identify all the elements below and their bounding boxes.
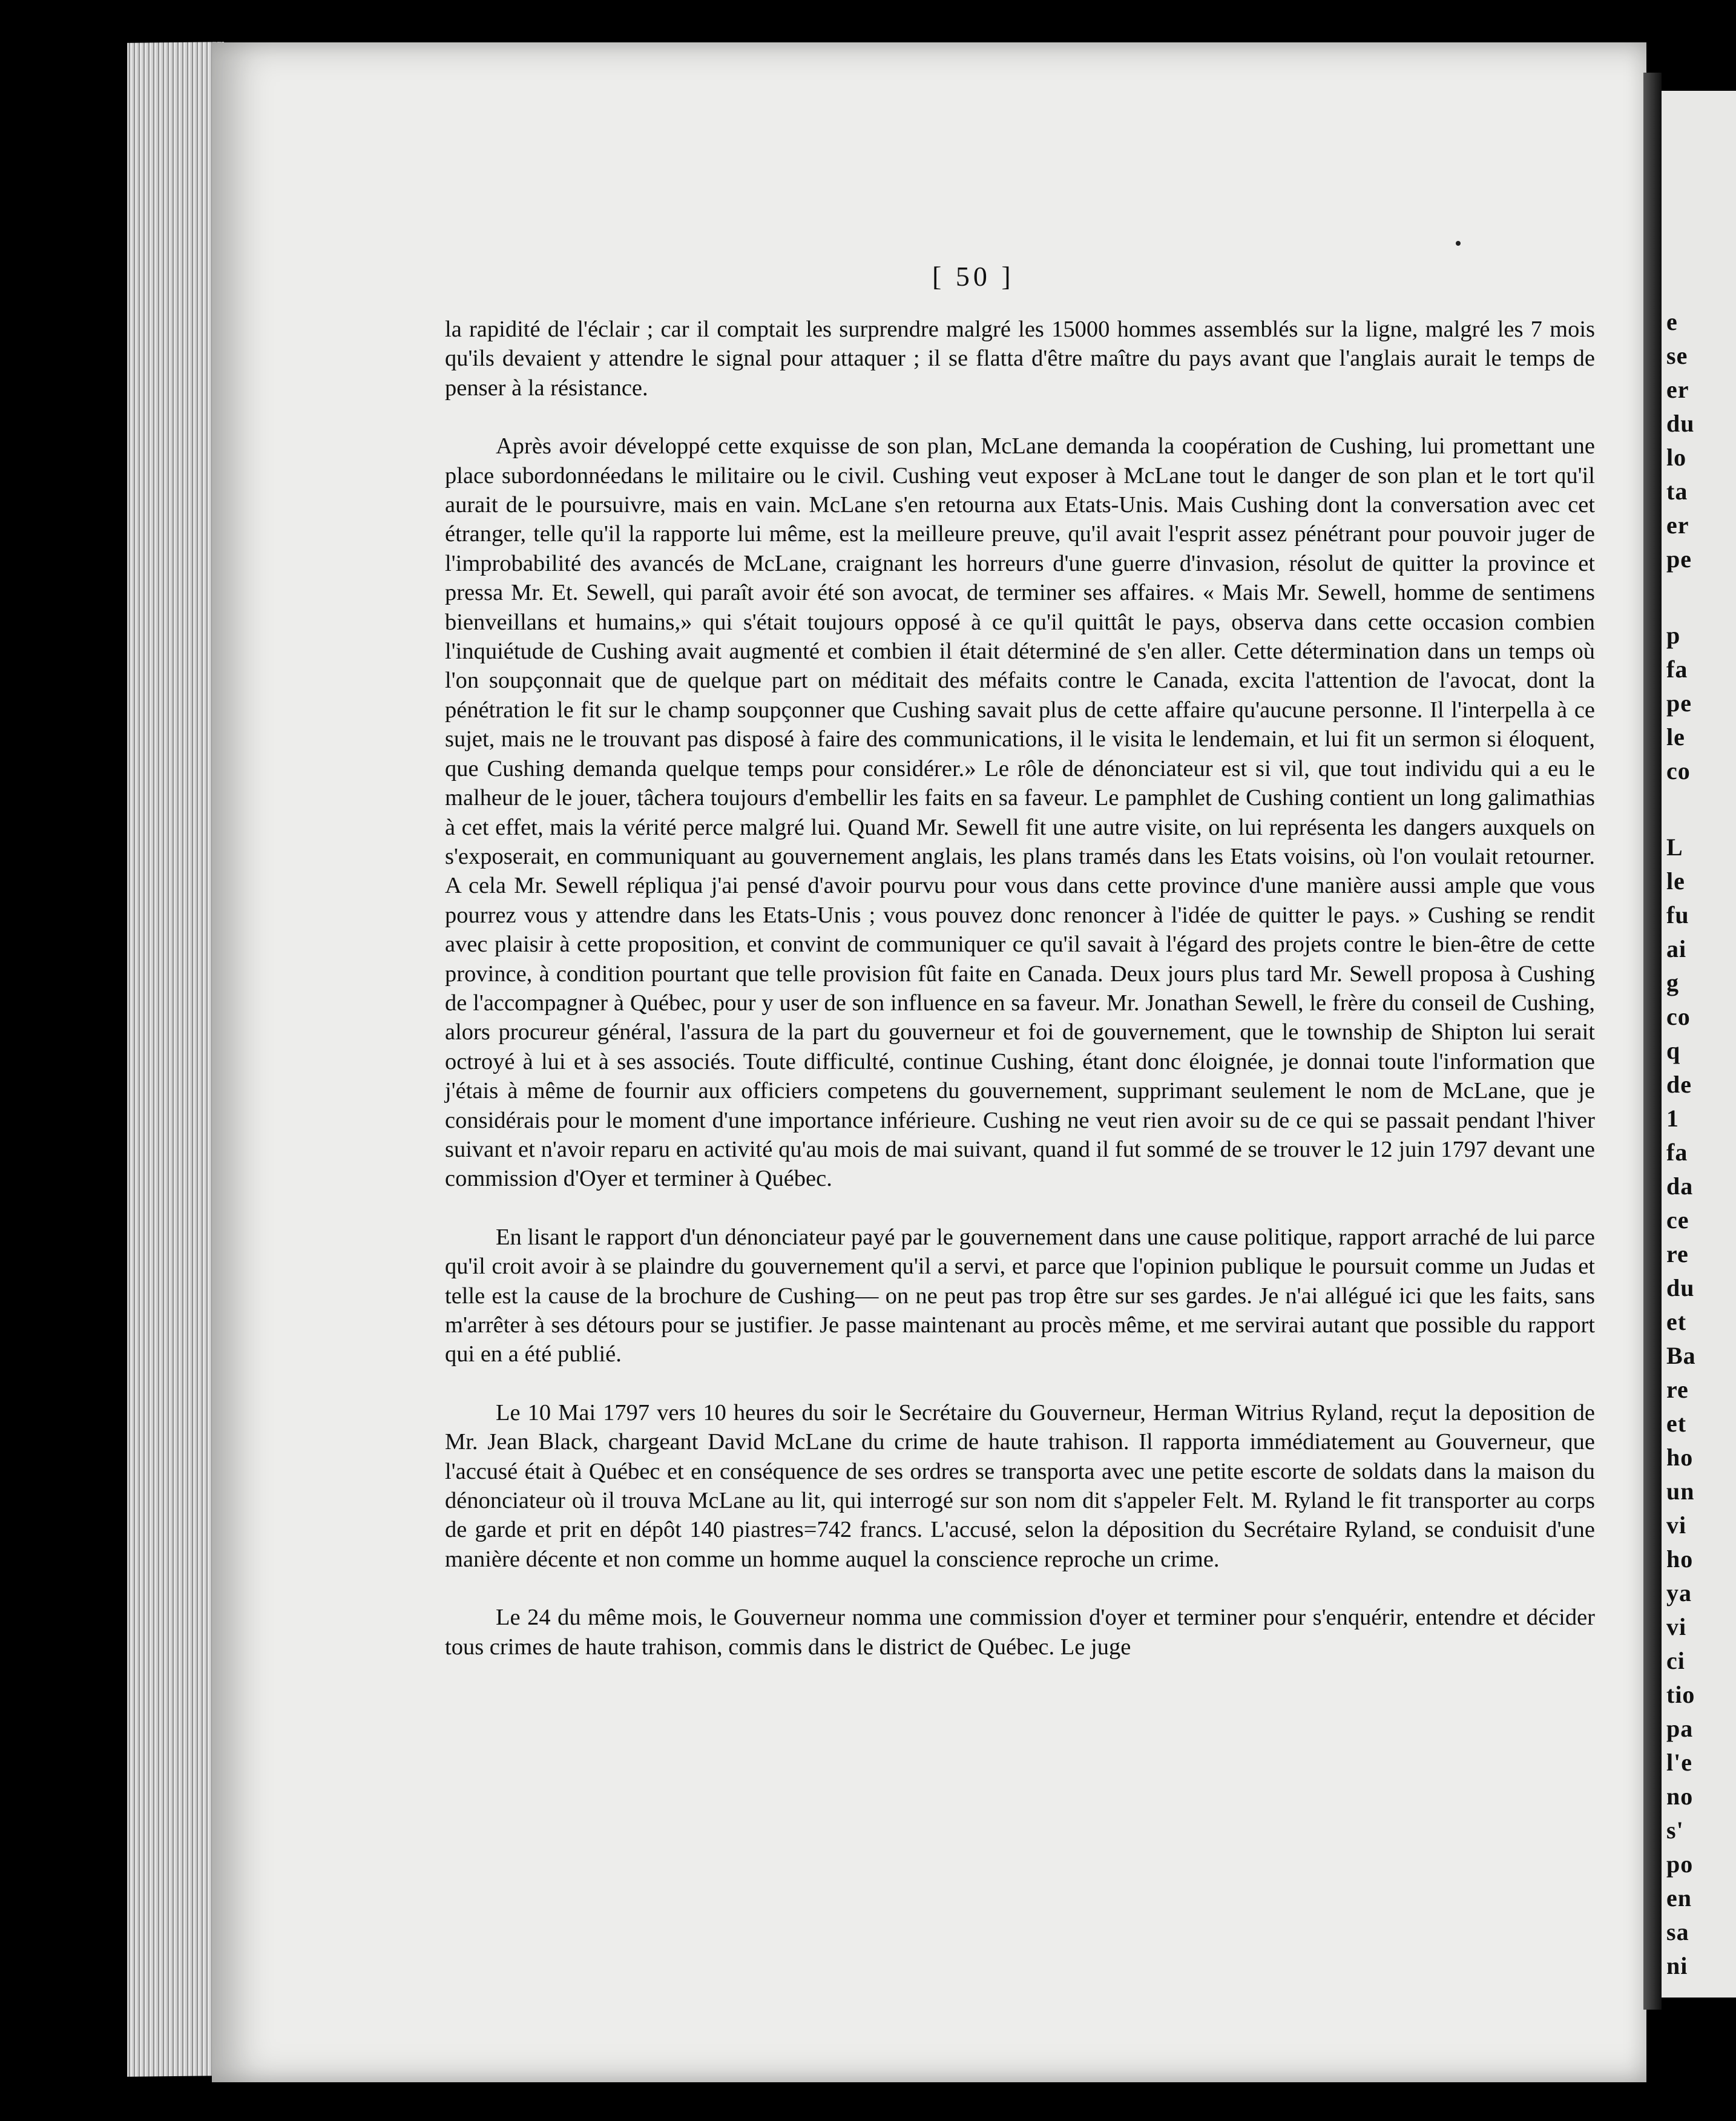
- facing-page-fragment: le: [1666, 867, 1685, 895]
- paragraph-5: Le 24 du même mois, le Gouverneur nomma une commission d'oyer et terminer pour s'enquérir, entendre et décider tous crimes de haute trahison, commis dans le district de Québec. Le juge: [445, 1605, 1595, 1660]
- facing-page-fragment: er: [1666, 511, 1689, 539]
- facing-page-fragment: 1: [1666, 1105, 1679, 1132]
- facing-page-fragment: fu: [1666, 901, 1689, 929]
- facing-page-fragment: sa: [1666, 1918, 1689, 1945]
- facing-page-fragment: ya: [1666, 1579, 1692, 1606]
- facing-page-fragment: et: [1666, 1308, 1687, 1335]
- page-number: [ 50 ]: [932, 261, 1014, 292]
- facing-page-fragment: fa: [1666, 1139, 1688, 1166]
- main-text: [445, 315, 1595, 1662]
- facing-page-fragment: re: [1666, 1376, 1689, 1403]
- facing-page-fragment: de: [1666, 1071, 1692, 1098]
- facing-page: [1662, 91, 1736, 1998]
- paragraph-1: la rapidité de l'éclair ; car il comptait les surprendre malgré les 15000 hommes assemblés sur la ligne, malgré les 7 mois qu'ils devaient y attendre le signal pour attaquer ; il se flatta d'être maître du pays avant que l'anglais aurait le temps de penser à la résistance.: [445, 317, 1595, 401]
- facing-page-fragment: ai: [1666, 935, 1687, 962]
- facing-page-fragment: l'e: [1666, 1749, 1692, 1776]
- facing-page-fragment: L: [1666, 834, 1683, 861]
- facing-page-fragment: pe: [1666, 689, 1692, 717]
- facing-page-fragment: e: [1666, 308, 1678, 335]
- facing-page-fragment: Ba: [1666, 1342, 1696, 1369]
- facing-page-fragment: vi: [1666, 1613, 1687, 1640]
- facing-page-fragment: s': [1666, 1817, 1684, 1844]
- book-page-edges: [127, 42, 224, 2077]
- facing-page-fragment: co: [1666, 1003, 1691, 1030]
- facing-page-fragment: pa: [1666, 1715, 1694, 1742]
- facing-page-fragment: g: [1666, 969, 1679, 996]
- facing-page-fragment: pe: [1666, 545, 1692, 573]
- facing-page-fragment: da: [1666, 1172, 1694, 1200]
- facing-page-fragment: du: [1666, 410, 1695, 437]
- facing-page-fragment: vi: [1666, 1511, 1687, 1539]
- facing-page-fragment: q: [1666, 1037, 1681, 1064]
- facing-page-fragment: re: [1666, 1240, 1689, 1268]
- facing-page-fragment: du: [1666, 1274, 1695, 1301]
- paragraph-2: Après avoir développé cette exquisse de son plan, McLane demanda la coopération de Cushing, lui promettant une place subordonnéedans le militaire ou le civil. Cushing veut exposer à McLane tout le danger de son plan et le tort qu'il aurait de le poursuivre, mais en vain. McLane s'en retourna aux Etats-Unis. Mais Cushing dont la conversation avec cet étranger, telle qu'il la rapporte lui même, est la meilleure preuve, qu'il avait l'esprit assez pénétrant pour pouvoir juger de l'improbabilité des avancés de McLane, craignant les horreurs d'une guerre d'invasion, résolut de quitter la province et pressa Mr. Et. Sewell, qui paraît avoir été son avocat, de terminer ses affaires. « Mais Mr. Sewell, homme de sentimens bienveillans et humains,» qui s'était toujours opposé à ce qu'il quittât le pays, observa dans cette occasion combien l'inquiétude de Cushing avait augmenté et combien il était déterminé de s'en aller. Cette détermination dans un temps où l'on soupçonnait que de quelque part on méditait des méfaits contre le Canada, excita l'attention de l'avocat, dont la pénétration le fit sur le champ soupçonner que Cushing savait plus de cette affaire qu'aucune personne. Il l'interpella à ce sujet, mais ne le trouvant pas disposé à faire des communications, il le visita le lendemain, et lui fit un sermon si éloquent, que Cushing demanda quelque temps pour considérer.» Le rôle de dénonciateur est si vil, que tout individu qui a eu le malheur de le jouer, tâchera toujours d'embellir les faits en sa faveur. Le pamphlet de Cushing contient un long galimathias à cet effet, mais la vérité perce malgré lui. Quand Mr. Sewell fit une autre visite, on lui représenta les dangers auxquels on s'exposerait, en communiquant au gouvernement anglais, les plans tramés dans les Etats voisins, où l'on voulait retourner. A cela Mr. Sewell répliqua j'ai pensé d'avoir pourvu pour vous dans cette province d'une manière aussi ample que vous pourrez vous y attendre dans les Etats-Unis ; vous pouvez donc renoncer à l'idée de quitter le pays. » Cushing se rendit avec plaisir à cette proposition, et convint de communiquer ce qu'il savait à l'égard des projets contre le bien-être de cette province, à condition pourtant que telle provision fût faite en Canada. Deux jours plus tard Mr. Sewell proposa à Cushing de l'accompagner à Québec, pour y user de son influence en sa faveur. Mr. Jonathan Sewell, le frère du conseil de Cushing, alors procureur général, l'assura de la part du gouverneur et foi de gouvernement, que le township de Shipton lui serait octroyé à lui et à ses associés. Toute difficulté, continue Cushing, étant donc éloignée, je donnai toute l'information que j'étais à même de fournir aux officiers competens du gouvernement, supprimant seulement le nom de McLane, que je considérais pour le moment d'une importance inférieure. Cushing ne veut rien avoir su de ce qui se passait pendant l'hiver suivant et n'avoir reparu en activité qu'au mois de mai suivant, quand il fut sommé de se trouver le 12 juin 1797 devant une commission d'Oyer et terminer à Québec.: [445, 433, 1595, 1192]
- facing-page-fragment: ni: [1666, 1952, 1688, 1979]
- paragraph-3: En lisant le rapport d'un dénonciateur payé par le gouvernement dans une cause politique, rapport arraché de lui parce qu'il croit avoir à se plaindre du gouvernement qu'il a servi, et parce que l'opinion publique le poursuit comme un Judas et telle est la cause de la brochure de Cushing— on ne peut pas trop être sur ses gardes. Je n'ai allégué ici que les faits, sans m'arrêter à ses détours pour se justifier. Je passe maintenant au procès même, et me servirai autant que possible du rapport qui en a été publié.: [445, 1224, 1595, 1367]
- facing-page-fragment: ho: [1666, 1545, 1694, 1573]
- facing-page-fragment: un: [1666, 1478, 1695, 1505]
- facing-page-fragment: se: [1666, 342, 1688, 369]
- facing-page-fragment: ce: [1666, 1206, 1689, 1234]
- facing-page-fragment: tio: [1666, 1681, 1695, 1708]
- book-gutter: [1643, 73, 1662, 2010]
- facing-page-fragment: ho: [1666, 1444, 1694, 1471]
- facing-page-fragment: p: [1666, 622, 1681, 649]
- facing-page-fragment: er: [1666, 376, 1689, 403]
- facing-page-fragment: po: [1666, 1850, 1694, 1878]
- facing-page-fragment: lo: [1666, 444, 1687, 471]
- facing-page-fragment: co: [1666, 757, 1691, 784]
- facing-page-fragment: ci: [1666, 1647, 1685, 1674]
- facing-page-fragment: en: [1666, 1884, 1692, 1912]
- paragraph-4: Le 10 Mai 1797 vers 10 heures du soir le Secrétaire du Gouverneur, Herman Witrius Ryland, reçut la deposition de Mr. Jean Black, chargeant David McLane du crime de haute trahison. Il rapporta immédiatement au Gouverneur, que l'accusé était à Québec et en conséquence de ses ordres se transporta avec une petite escorte de soldats dans la maison du dénonciateur où il trouva McLane au lit, qui interrogé sur son nom dit s'appeler Felt. M. Ryland le fit transporter au corps de garde et prit en dépôt 140 piastres=742 francs. L'accusé, selon la déposition du Secrétaire Ryland, se conduisit d'une manière décente et non comme un homme auquel la conscience reproche un crime.: [445, 1399, 1595, 1572]
- facing-page-fragment: ta: [1666, 478, 1688, 505]
- ink-speck: [1456, 241, 1461, 246]
- facing-page-fragment: fa: [1666, 656, 1688, 683]
- facing-page-fragment: no: [1666, 1783, 1694, 1810]
- facing-page-fragment: le: [1666, 723, 1685, 751]
- facing-page-fragment: et: [1666, 1410, 1687, 1437]
